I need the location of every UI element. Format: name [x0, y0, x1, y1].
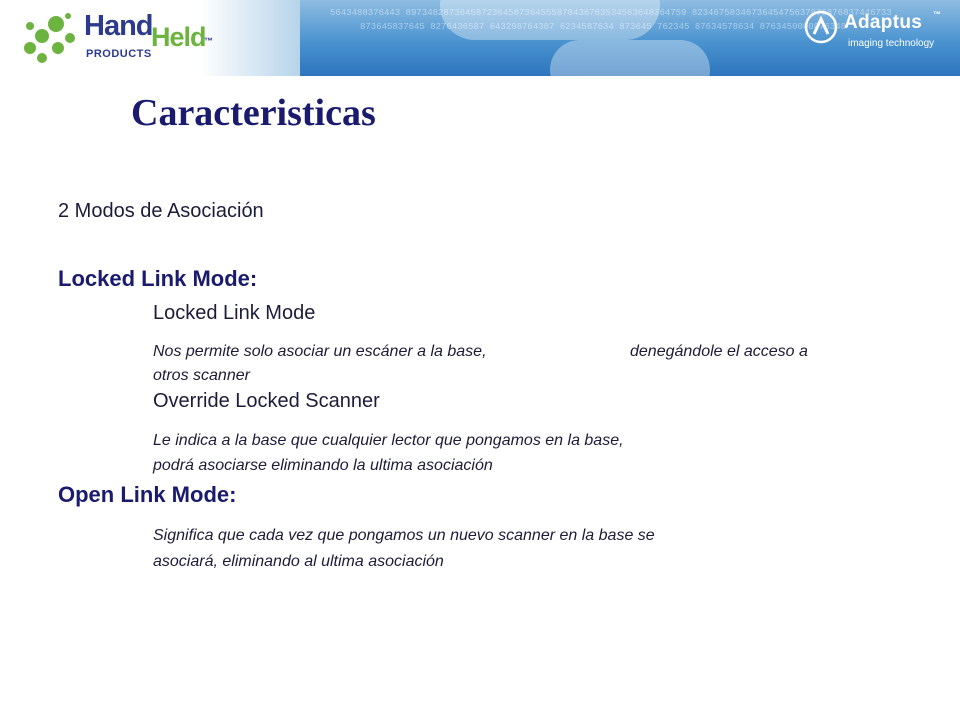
header-banner — [0, 0, 960, 76]
header-decor-shape — [550, 40, 710, 100]
header-digits-pattern: 873645837645 8276436587 643298764387 6234587634 873645 762345 87634578634 8763450000876348 — [360, 22, 847, 32]
logo-held-text: Held — [151, 22, 206, 52]
header-digits-pattern: 5643488376443 8973462873645872364587364555878436763534563648364759 8234675834673645475637876876837446733 — [330, 8, 892, 18]
logo-products-text: PRODUCTS — [86, 48, 152, 60]
adaptus-circle-icon — [804, 10, 838, 44]
slide-subtitle: 2 Modos de Asociación — [58, 200, 264, 222]
open-link-mode-desc-line2: asociará, eliminando al ultima asociación — [153, 553, 444, 570]
locked-link-mode-desc-part1: Nos permite solo asociar un escáner a la base, — [153, 343, 487, 360]
logo-hand-text: Hand — [84, 10, 153, 42]
override-locked-scanner-desc-line2: podrá asociarse eliminando la ultima asociación — [153, 457, 493, 474]
handheld-products-logo — [18, 8, 218, 68]
locked-link-mode-item-title: Locked Link Mode — [153, 302, 316, 324]
locked-link-mode-desc-part2: denegándole el acceso a — [630, 343, 808, 360]
logo-imaging-text: imaging technology — [848, 38, 935, 49]
override-locked-scanner-title: Override Locked Scanner — [153, 390, 380, 412]
open-link-mode-heading: Open Link Mode: — [58, 482, 237, 507]
open-link-mode-desc-line1: Significa que cada vez que pongamos un nuevo scanner en la base se — [153, 527, 655, 544]
logo-adaptus-text: Adaptus — [844, 12, 923, 33]
logo-tm-mark: ™ — [204, 36, 213, 46]
locked-link-mode-heading: Locked Link Mode: — [58, 266, 258, 291]
logo-adaptus-tm-mark: ™ — [933, 10, 941, 19]
adaptus-logo — [804, 8, 954, 58]
override-locked-scanner-desc-line1: Le indica a la base que cualquier lector que pongamos en la base, — [153, 432, 624, 449]
handheld-dots-icon — [18, 8, 82, 68]
slide-title: Caracteristicas — [131, 92, 376, 134]
locked-link-mode-desc-part3: otros scanner — [153, 367, 250, 384]
